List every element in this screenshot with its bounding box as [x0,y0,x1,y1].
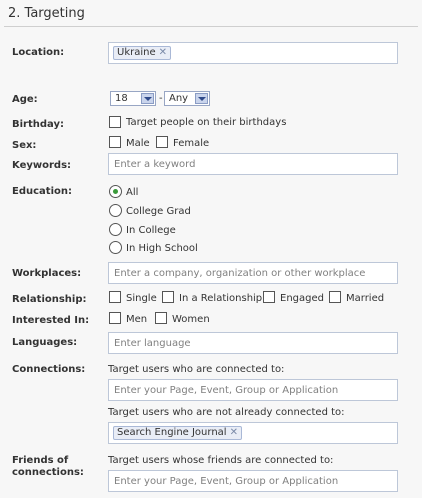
languages-label: Languages: [12,337,78,348]
connected-to-input[interactable] [108,379,398,401]
connections-label: Connections: [12,364,86,375]
interested-in-men-label: Men [126,314,148,325]
education-all-label: All [126,187,139,198]
friends-connected-input[interactable] [108,470,398,492]
interested-in-label: Interested In: [12,315,90,326]
not-connected-to-input[interactable] [108,422,398,444]
friends-connected-placeholder: Enter your Page, Event, Group or Application [114,476,339,487]
education-college-grad-label: College Grad [126,206,191,217]
interested-in-women-checkbox[interactable] [155,312,167,324]
workplaces-placeholder: Enter a company, organization or other workplace [114,268,366,279]
location-input[interactable] [108,42,398,64]
title-divider [4,26,418,27]
education-all-radio[interactable] [109,185,122,198]
keywords-label: Keywords: [12,160,72,171]
relationship-engaged-checkbox[interactable] [263,291,275,303]
relationship-engaged-label: Engaged [280,293,324,304]
location-label: Location: [12,47,65,58]
sex-label: Sex: [12,140,37,151]
age-label: Age: [12,94,38,105]
relationship-in-a-relationship-label: In a Relationship [179,293,263,304]
remove-location-icon[interactable]: ✕ [158,47,168,58]
friends-label-line1: Friends of [12,455,69,466]
education-label: Education: [12,186,72,197]
age-min-value: 18 [115,93,128,104]
relationship-single-label: Single [126,293,157,304]
remove-page-icon[interactable]: ✕ [229,427,238,438]
keywords-placeholder: Enter a keyword [114,159,196,170]
relationship-married-checkbox[interactable] [329,291,341,303]
relationship-in-a-relationship-checkbox[interactable] [162,291,174,303]
sex-female-label: Female [173,138,210,149]
friends-label-line2: connections: [12,467,84,478]
sex-male-checkbox[interactable] [109,136,121,148]
birthday-checkbox[interactable] [109,116,121,128]
education-in-high-school-label: In High School [126,243,198,254]
not-connected-to-note: Target users who are not already connected to: [108,407,345,418]
location-token [113,46,171,60]
sex-female-checkbox[interactable] [156,136,168,148]
education-in-high-school-radio[interactable] [109,241,122,254]
workplaces-input[interactable] [108,262,398,284]
friends-connected-note: Target users whose friends are connected to: [108,455,334,466]
age-min-chevron-down-icon [141,93,154,104]
workplaces-label: Workplaces: [12,268,82,279]
section-title: 2. Targeting [8,6,85,21]
location-token-label: Ukraine [117,47,156,58]
age-max-chevron-down-icon [195,93,208,104]
age-min-select[interactable] [110,91,156,106]
keywords-input[interactable] [108,153,398,175]
languages-input[interactable] [108,332,398,354]
connected-to-note: Target users who are connected to: [108,364,285,375]
education-college-grad-radio[interactable] [109,204,122,217]
languages-placeholder: Enter language [114,338,191,349]
age-separator: - [159,93,163,104]
relationship-label: Relationship: [12,294,87,305]
age-max-value: Any [169,93,189,104]
birthday-option-label: Target people on their birthdays [126,117,287,128]
interested-in-men-checkbox[interactable] [109,312,121,324]
age-max-select[interactable] [164,91,210,106]
relationship-married-label: Married [346,293,385,304]
birthday-label: Birthday: [12,119,64,130]
sex-male-label: Male [126,138,150,149]
not-connected-token [113,426,242,440]
connected-to-placeholder: Enter your Page, Event, Group or Application [114,385,339,396]
relationship-single-checkbox[interactable] [109,291,121,303]
interested-in-women-label: Women [172,314,210,325]
not-connected-token-label: Search Engine Journal [117,427,227,438]
education-in-college-label: In College [126,225,176,236]
education-in-college-radio[interactable] [109,223,122,236]
